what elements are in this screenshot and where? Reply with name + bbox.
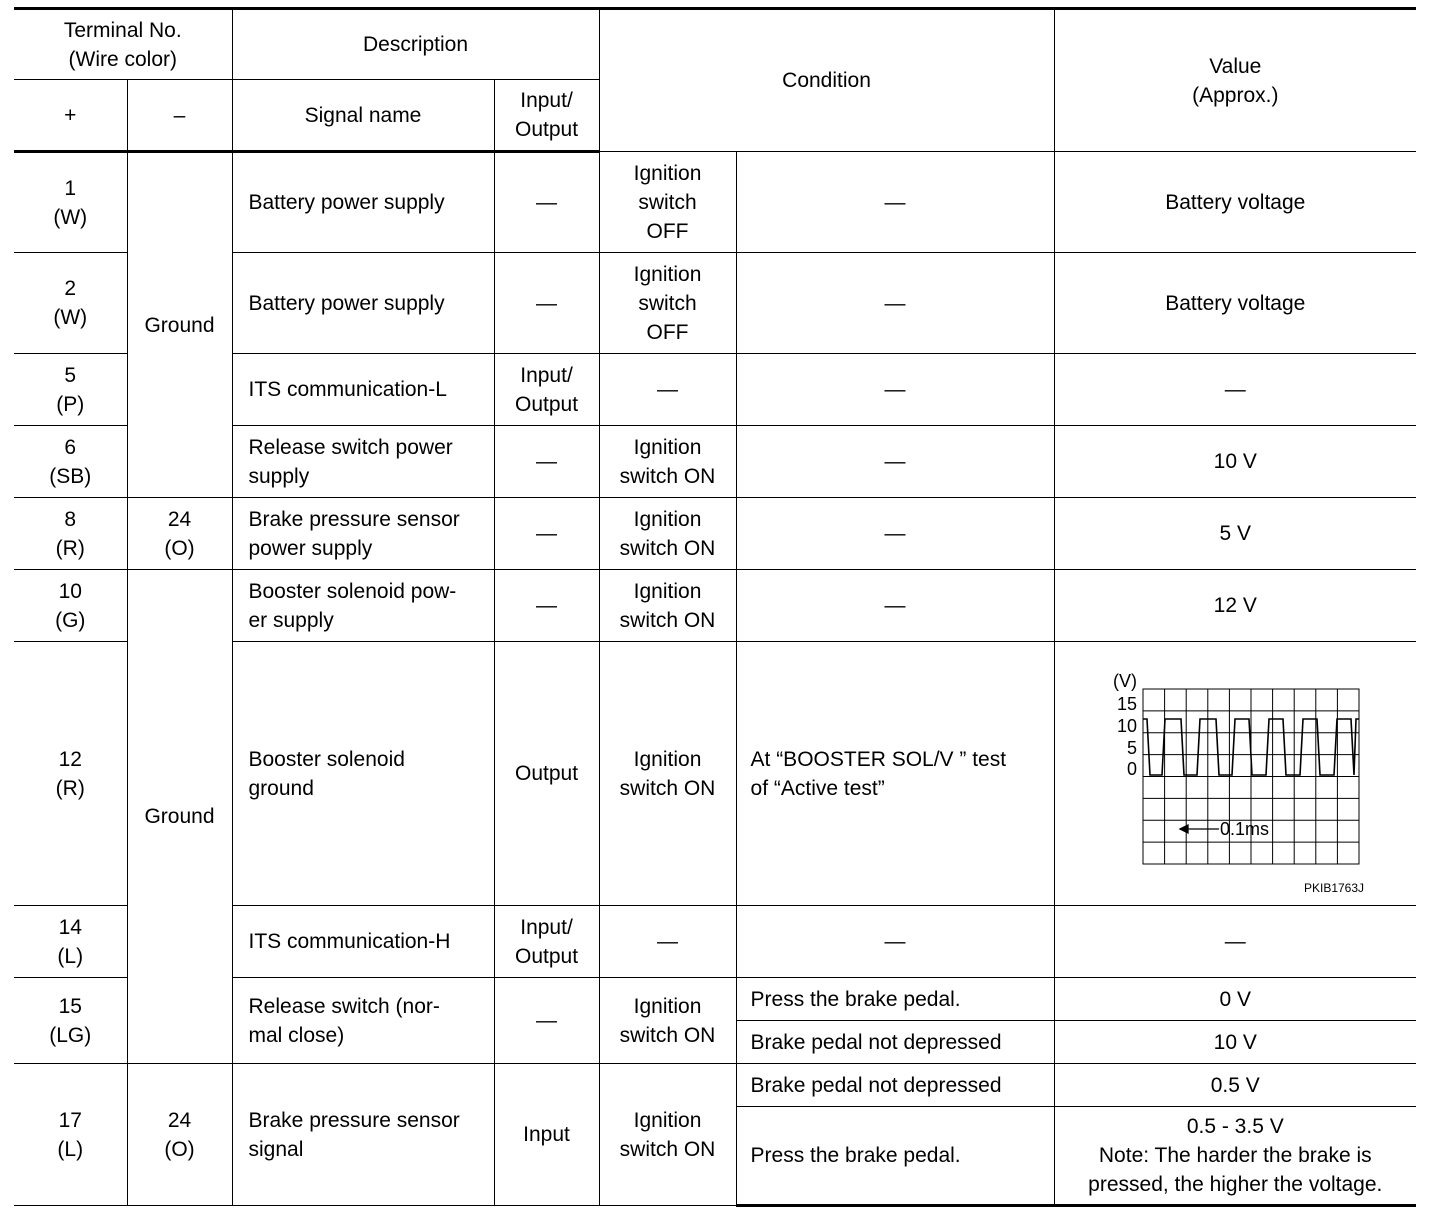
terminal-plus: 8 (R) (14, 498, 127, 570)
terminal-plus: 12 (R) (14, 642, 127, 906)
condition-detail: — (736, 570, 1054, 642)
figure-caption: PKIB1763J (1303, 881, 1365, 895)
condition: Ignition switch ON (599, 642, 736, 906)
signal-name: Release switch (nor- mal close) (232, 978, 494, 1064)
signal-name: Booster solenoid ground (232, 642, 494, 906)
waveform-cell (1054, 642, 1416, 906)
condition-detail: Press the brake pedal. (736, 978, 1054, 1021)
signal-name-header: Signal name (232, 80, 494, 152)
description-header: Description (232, 9, 599, 80)
io-type: Input/ Output (494, 354, 599, 426)
condition-detail: — (736, 906, 1054, 978)
condition-detail: Brake pedal not depressed (736, 1021, 1054, 1064)
condition: Ignition switch ON (599, 426, 736, 498)
y-tick-label: 15 (1116, 693, 1137, 714)
condition: Ignition switch OFF (599, 253, 736, 354)
value: 10 V (1054, 426, 1416, 498)
terminal-plus: 5 (P) (14, 354, 127, 426)
terminal-spec-table (14, 7, 1416, 1207)
io-type: — (494, 570, 599, 642)
terminal-minus: 24 (O) (127, 498, 232, 570)
condition-detail: — (736, 426, 1054, 498)
condition-detail: — (736, 354, 1054, 426)
value: 12 V (1054, 570, 1416, 642)
condition: Ignition switch ON (599, 498, 736, 570)
plus-header: + (14, 80, 127, 152)
condition-header: Condition (599, 9, 1054, 152)
value: — (1054, 906, 1416, 978)
terminal-plus: 14 (L) (14, 906, 127, 978)
condition-detail: Brake pedal not depressed (736, 1064, 1054, 1107)
condition-detail: — (736, 253, 1054, 354)
minus-header: – (127, 80, 232, 152)
value: Battery voltage (1054, 152, 1416, 253)
value: Battery voltage (1054, 253, 1416, 354)
value: 0.5 V (1054, 1064, 1416, 1107)
signal-name: Brake pressure sensor signal (232, 1064, 494, 1206)
y-tick-label: 5 (1126, 737, 1137, 758)
table-row (14, 570, 1416, 642)
io-type: — (494, 498, 599, 570)
time-scale-label: 0.1ms (1219, 818, 1269, 839)
terminal-minus: Ground (127, 152, 232, 498)
io-type: — (494, 426, 599, 498)
terminal-plus: 2 (W) (14, 253, 127, 354)
condition: — (599, 906, 736, 978)
signal-name: ITS communication-H (232, 906, 494, 978)
value: 0 V (1054, 978, 1416, 1021)
io-type: — (494, 253, 599, 354)
signal-name: Battery power supply (232, 152, 494, 253)
signal-name: Release switch power supply (232, 426, 494, 498)
table-row (14, 1064, 1416, 1107)
terminal-plus: 15 (LG) (14, 978, 127, 1064)
terminal-plus: 10 (G) (14, 570, 127, 642)
condition: Ignition switch OFF (599, 152, 736, 253)
terminal-minus: Ground (127, 570, 232, 1064)
input-output-header: Input/ Output (494, 80, 599, 152)
condition-detail: — (736, 498, 1054, 570)
waveform-graph (1061, 654, 1411, 894)
y-tick-label: 10 (1116, 715, 1137, 736)
condition-detail: At “BOOSTER SOL/V ” test of “Active test” (736, 642, 1054, 906)
value: 5 V (1054, 498, 1416, 570)
io-type: Input (494, 1064, 599, 1206)
waveform-unit-label: (V) (1112, 670, 1137, 691)
table-row (14, 498, 1416, 570)
terminal-no-header: Terminal No. (Wire color) (14, 9, 232, 80)
condition: Ignition switch ON (599, 978, 736, 1064)
table-row (14, 152, 1416, 253)
condition: — (599, 354, 736, 426)
condition: Ignition switch ON (599, 570, 736, 642)
value: 0.5 - 3.5 V Note: The harder the brake is pressed, the higher the voltage. (1054, 1107, 1416, 1206)
signal-name: Brake pressure sensor power supply (232, 498, 494, 570)
io-type: — (494, 152, 599, 253)
io-type: — (494, 978, 599, 1064)
terminal-minus: 24 (O) (127, 1064, 232, 1206)
condition: Ignition switch ON (599, 1064, 736, 1206)
condition-detail: Press the brake pedal. (736, 1107, 1054, 1206)
value: 10 V (1054, 1021, 1416, 1064)
condition-detail: — (736, 152, 1054, 253)
io-type: Output (494, 642, 599, 906)
terminal-plus: 17 (L) (14, 1064, 127, 1206)
y-tick-label: 0 (1126, 758, 1137, 779)
io-type: Input/ Output (494, 906, 599, 978)
time-scale-arrow (1180, 825, 1219, 833)
signal-name: Booster solenoid pow- er supply (232, 570, 494, 642)
signal-name: ITS communication-L (232, 354, 494, 426)
value-header: Value (Approx.) (1054, 9, 1416, 152)
value: — (1054, 354, 1416, 426)
terminal-plus: 6 (SB) (14, 426, 127, 498)
signal-name: Battery power supply (232, 253, 494, 354)
terminal-plus: 1 (W) (14, 152, 127, 253)
